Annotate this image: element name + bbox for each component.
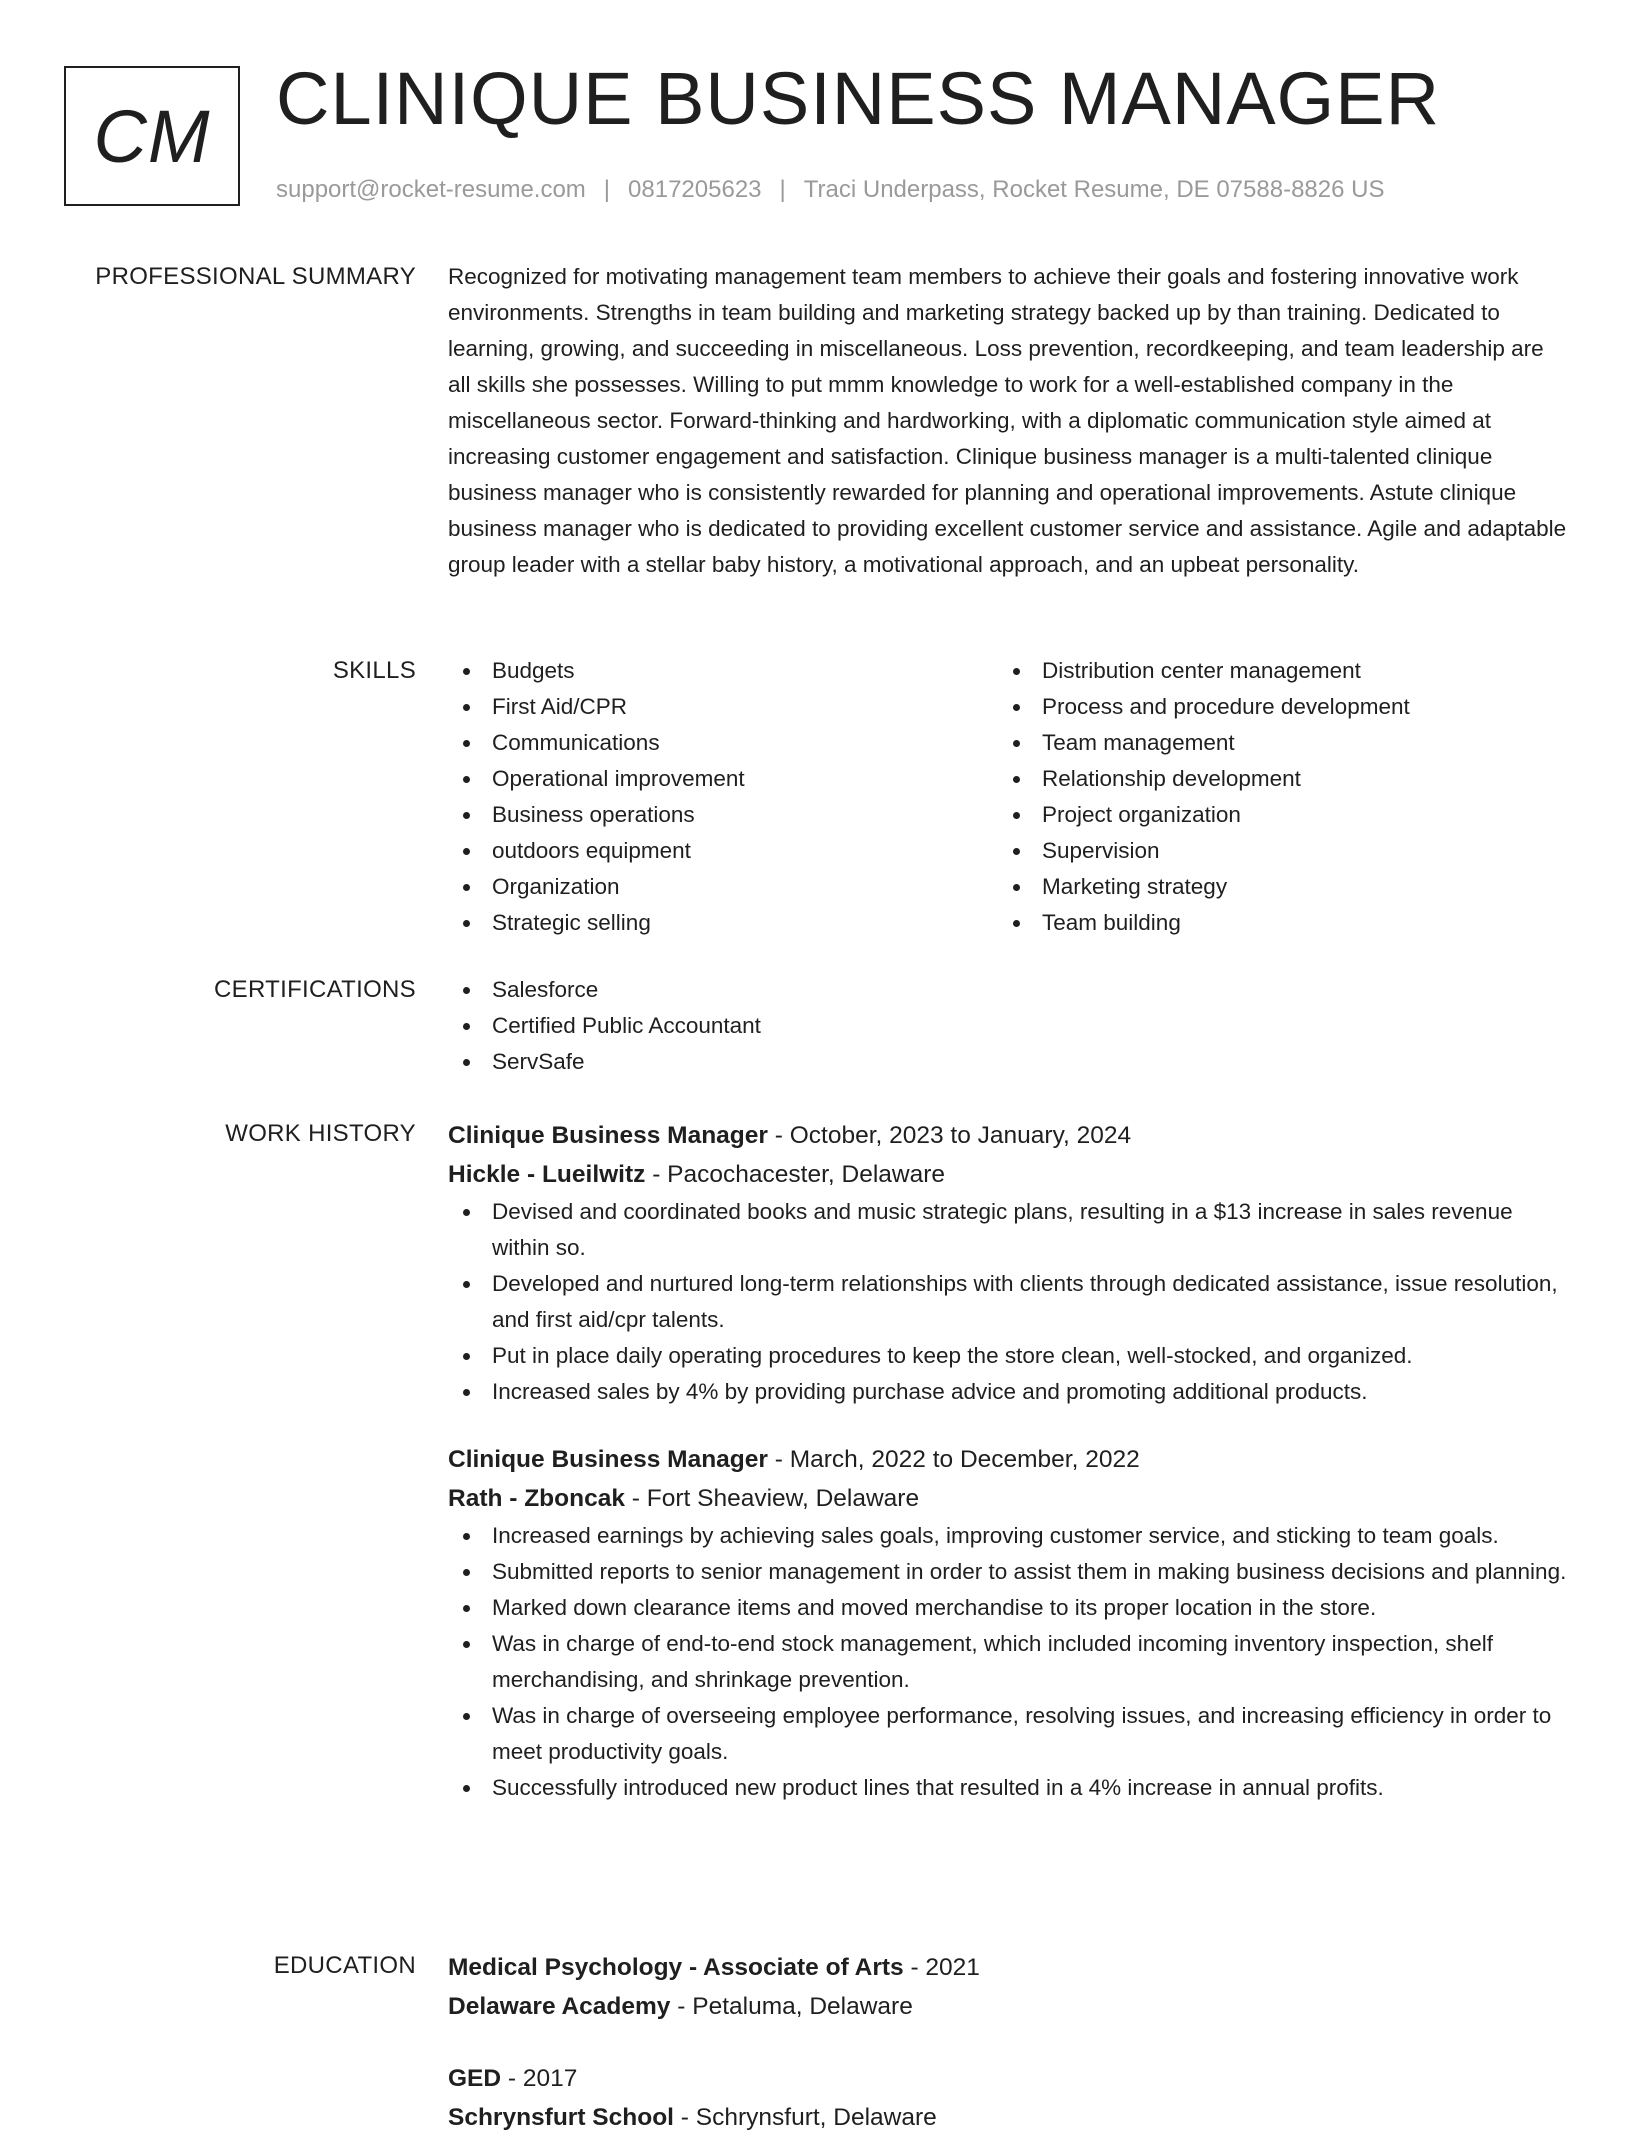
job-bullet: Developed and nurtured long-term relationships with clients through dedicated assistance, issue resolution, and first aid/cpr talents. [448,1266,1568,1338]
job-title-line [448,1440,1568,1479]
skill-item: Distribution center management [998,653,1548,689]
education-school: Delaware Academy [448,1993,671,2020]
education-entry [448,2059,1568,2137]
education-entry [448,1948,1568,2026]
job-dates: - March, 2022 to December, 2022 [767,1446,1140,1473]
job-entry [448,1440,1568,1806]
job-location: - Fort Sheaview, Delaware [624,1485,920,1512]
certification-item: Salesforce [448,972,1568,1008]
monogram-badge [64,66,240,206]
contact-separator: | [779,176,786,203]
education-degree: Medical Psychology - Associate of Arts [448,1954,904,1981]
education-degree-line [448,2059,1568,2098]
monogram-text: CM [93,94,211,178]
certification-item: Certified Public Accountant [448,1008,1568,1044]
education-school-line [448,2098,1568,2137]
job-bullet: Marked down clearance items and moved merchandise to its proper location in the store. [448,1590,1568,1626]
skill-item: Team management [998,725,1548,761]
skill-item: outdoors equipment [448,833,998,869]
summary-body [448,259,1568,583]
job-bullet: Devised and coordinated books and music strategic plans, resulting in a $13 increase in sales revenue within so. [448,1194,1568,1266]
skill-item: Team building [998,905,1548,941]
education-degree-line [448,1948,1568,1987]
job-bullet: Submitted reports to senior management in order to assist them in making business decisions and planning. [448,1554,1568,1590]
job-bullets [448,1518,1568,1806]
section-heading-certifications: CERTIFICATIONS [214,976,416,1003]
skill-item: Relationship development [998,761,1548,797]
section-heading-skills: SKILLS [332,657,416,684]
education-degree: GED [448,2065,502,2092]
job-bullets [448,1194,1568,1410]
job-title-line [448,1116,1568,1155]
section-heading-education: EDUCATION [273,1952,416,1979]
skill-item: Supervision [998,833,1548,869]
resume-name-heading: CLINIQUE BUSINESS MANAGER [276,57,1441,140]
education-school: Schrynsfurt School [448,2104,674,2131]
skills-list-right [998,653,1548,941]
contact-line [276,176,1384,204]
job-company: Hickle - Lueilwitz [448,1161,646,1188]
job-title: Clinique Business Manager [448,1446,768,1473]
education-year: - 2017 [501,2065,578,2092]
job-entry [448,1116,1568,1410]
work-history-body [448,1116,1568,1806]
certifications-list [448,972,1568,1080]
education-body [448,1948,1568,2137]
education-location: - Petaluma, Delaware [670,1993,913,2020]
skill-item: Strategic selling [448,905,998,941]
skills-body [448,653,1568,941]
job-bullet: Put in place daily operating procedures to keep the store clean, well-stocked, and organized. [448,1338,1568,1374]
skill-item: Budgets [448,653,998,689]
skill-item: First Aid/CPR [448,689,998,725]
education-location: - Schrynsfurt, Delaware [673,2104,937,2131]
certification-item: ServSafe [448,1044,1568,1080]
section-heading-work-history: WORK HISTORY [225,1120,416,1147]
job-company-line [448,1155,1568,1194]
contact-address: Traci Underpass, Rocket Resume, DE 07588-8826 US [803,176,1385,203]
skill-item: Operational improvement [448,761,998,797]
contact-phone[interactable]: 0817205623 [628,176,762,203]
job-bullet: Was in charge of overseeing employee performance, resolving issues, and increasing efficiency in order to meet productivity goals. [448,1698,1568,1770]
education-school-line [448,1987,1568,2026]
job-bullet: Successfully introduced new product lines that resulted in a 4% increase in annual profits. [448,1770,1568,1806]
skill-item: Communications [448,725,998,761]
contact-separator: | [603,176,611,203]
job-dates: - October, 2023 to January, 2024 [767,1122,1132,1149]
job-bullet: Was in charge of end-to-end stock management, which included incoming inventory inspection, shelf merchandising, and shrinkage prevention. [448,1626,1568,1698]
job-title: Clinique Business Manager [448,1122,768,1149]
summary-paragraph: Recognized for motivating management team members to achieve their goals and fostering innovative work environments. Strengths in team building and marketing strategy backed up by than training. Dedicated to learning, growing, and succeeding in miscellaneous. Loss prevention, recordkeeping, and team leadership are all skills she possesses. Willing to put mmm knowledge to work for a well-established company in the miscellaneous sector. Forward-thinking and hardworking, with a diplomatic communication style aimed at increasing customer engagement and satisfaction. Clinique business manager is a multi-talented clinique business manager who is consistently rewarded for planning and operational improvements. Astute clinique business manager who is dedicated to providing excellent customer service and assistance. Agile and adaptable group leader with a stellar baby history, a motivational approach, and an upbeat personality. [448,264,1567,577]
job-company-line [448,1479,1568,1518]
skill-item: Organization [448,869,998,905]
certifications-body [448,972,1568,1080]
skills-list-left [448,653,998,941]
job-location: - Pacochacester, Delaware [645,1161,945,1188]
job-company: Rath - Zboncak [448,1485,625,1512]
job-bullet: Increased sales by 4% by providing purchase advice and promoting additional products. [448,1374,1568,1410]
job-bullet: Increased earnings by achieving sales goals, improving customer service, and sticking to team goals. [448,1518,1568,1554]
education-year: - 2021 [903,1954,980,1981]
skill-item: Business operations [448,797,998,833]
skill-item: Marketing strategy [998,869,1548,905]
section-heading-summary: PROFESSIONAL SUMMARY [95,263,416,290]
skill-item: Project organization [998,797,1548,833]
skill-item: Process and procedure development [998,689,1548,725]
contact-email[interactable]: support@rocket-resume.com [276,176,586,203]
